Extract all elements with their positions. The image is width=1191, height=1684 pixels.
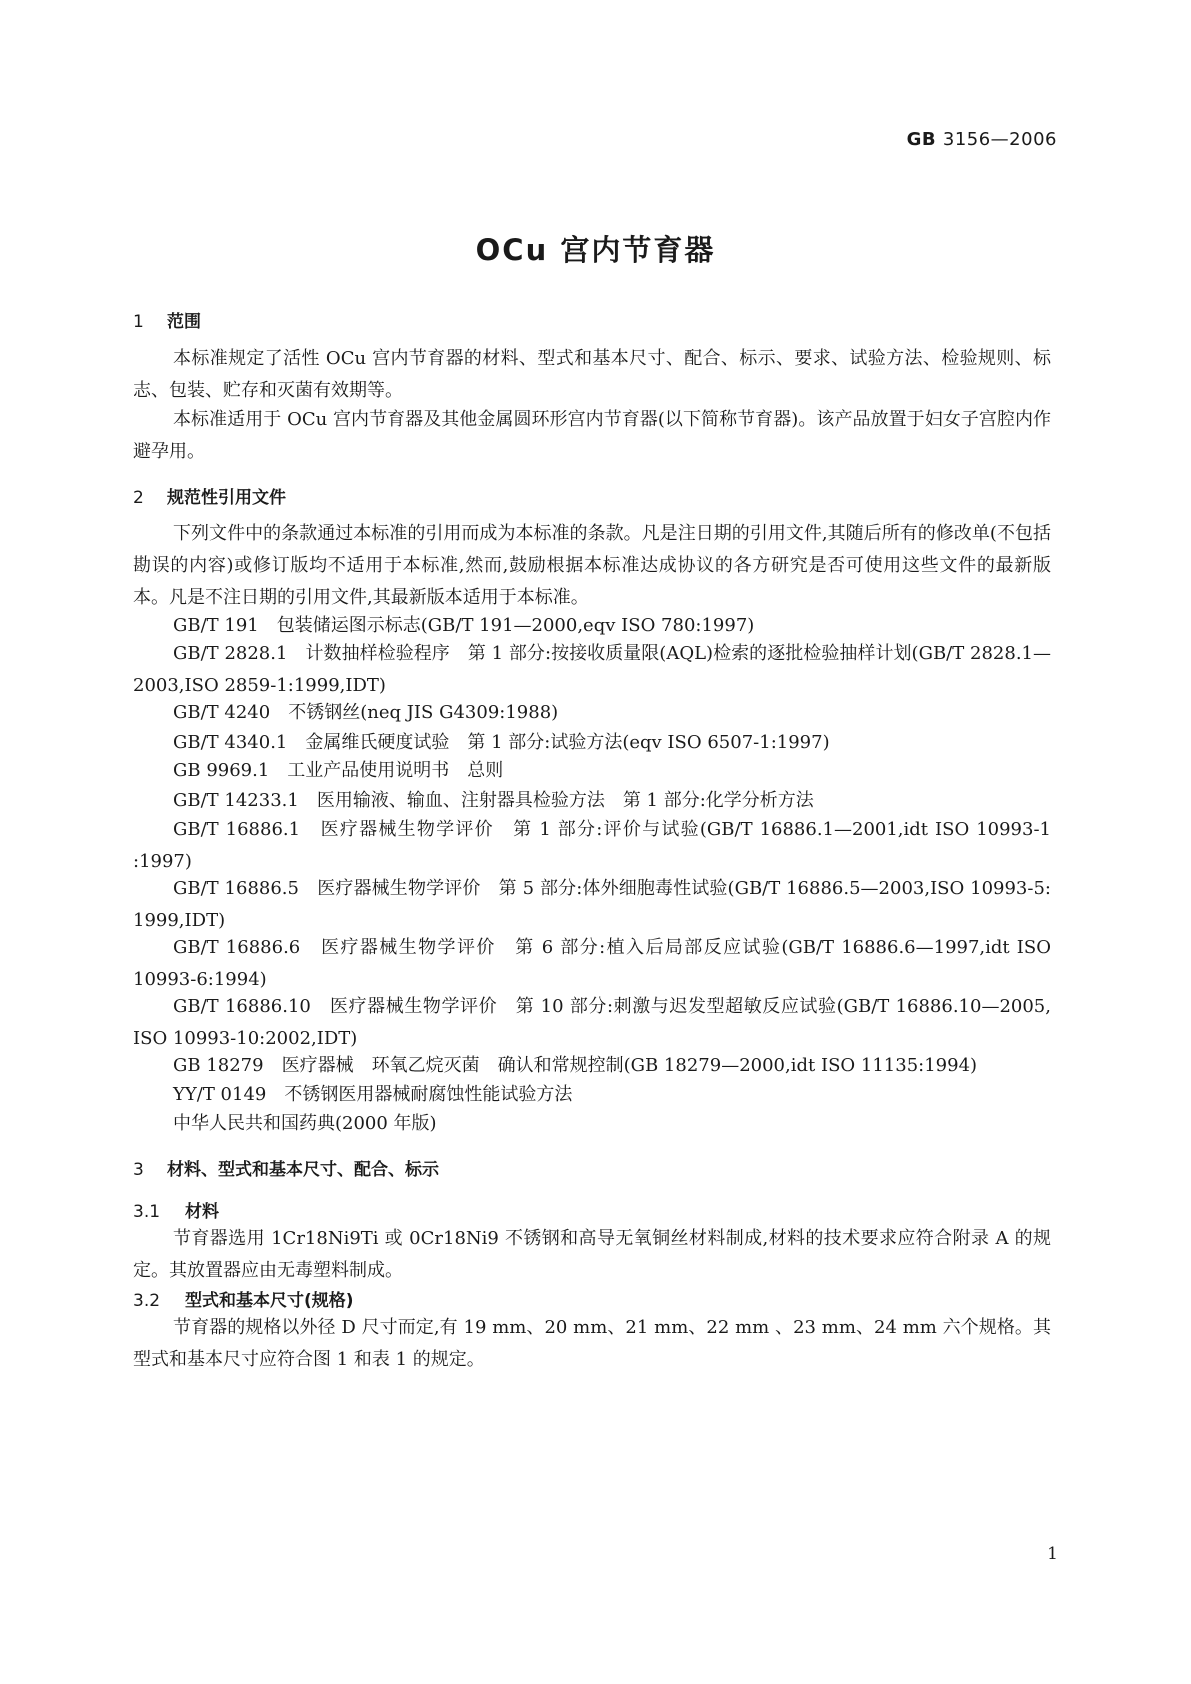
standard-number — [907, 129, 1057, 150]
reference-item: GB 18279 医疗器械 环氧乙烷灭菌 确认和常规控制(GB 18279—2000,idt ISO 11135:1994) — [173, 1055, 978, 1076]
reference-item: GB/T 16886.5 医疗器械生物学评价 第 5 部分:体外细胞毒性试验(GB/T 16886.5—2003,ISO 10993-5: 1999,IDT) — [133, 878, 1051, 931]
section-heading-3-2: 3.2 型式和基本尺寸(规格) — [133, 1291, 354, 1311]
scope-paragraph-1: 本标准规定了活性 OCu 宫内节育器的材料、型式和基本尺寸、配合、标示、要求、试验方法、检验规则、标志、包装、贮存和灭菌有效期等。 — [133, 348, 1051, 401]
section-heading-2: 2 规范性引用文件 — [133, 488, 286, 508]
section-heading-1: 1 范围 — [133, 312, 201, 332]
standard-prefix: GB — [906, 129, 937, 150]
reference-item: YY/T 0149 不锈钢医用器械耐腐蚀性能试验方法 — [173, 1084, 573, 1105]
materials-paragraph: 节育器选用 1Cr18Ni9Ti 或 0Cr18Ni9 不锈钢和高导无氧铜丝材料制成,材料的技术要求应符合附录 A 的规定。其放置器应由无毒塑料制成。 — [133, 1228, 1051, 1281]
section-heading-3: 3 材料、型式和基本尺寸、配合、标示 — [133, 1160, 439, 1180]
reference-item: GB/T 4340.1 金属维氏硬度试验 第 1 部分:试验方法(eqv ISO 6507-1:1997) — [173, 732, 830, 753]
references-intro: 下列文件中的条款通过本标准的引用而成为本标准的条款。凡是注日期的引用文件,其随后所有的修改单(不包括勘误的内容)或修订版均不适用于本标准,然而,鼓励根据本标准达成协议的各方研究是否可使用这些文件的最新版本。凡是不注日期的引用文件,其最新版本适用于本标准。 — [133, 523, 1051, 608]
reference-item: GB/T 16886.10 医疗器械生物学评价 第 10 部分:刺激与迟发型超敏反应试验(GB/T 16886.10—2005, ISO 10993-10:2002,IDT) — [133, 996, 1051, 1049]
reference-item: GB/T 4240 不锈钢丝(neq JIS G4309:1988) — [173, 702, 559, 723]
standard-code: 3156—2006 — [942, 129, 1057, 150]
reference-item: GB/T 191 包装储运图示标志(GB/T 191—2000,eqv ISO 780:1997) — [173, 615, 755, 636]
section-heading-3-1: 3.1 材料 — [133, 1202, 219, 1222]
reference-item: GB/T 2828.1 计数抽样检验程序 第 1 部分:按接收质量限(AQL)检索的逐批检验抽样计划(GB/T 2828.1—2003,ISO 2859-1:1999,IDT) — [133, 643, 1051, 696]
reference-item: GB/T 14233.1 医用输液、输血、注射器具检验方法 第 1 部分:化学分析方法 — [173, 790, 814, 811]
document-title: OCu 宫内节育器 — [475, 233, 716, 267]
scope-paragraph-2: 本标准适用于 OCu 宫内节育器及其他金属圆环形宫内节育器(以下简称节育器)。该产品放置于妇女子宫腔内作避孕用。 — [133, 409, 1051, 462]
reference-item: GB 9969.1 工业产品使用说明书 总则 — [173, 760, 504, 781]
reference-item: GB/T 16886.6 医疗器械生物学评价 第 6 部分:植入后局部反应试验(GB/T 16886.6—1997,idt ISO 10993-6:1994) — [133, 937, 1051, 990]
reference-item: GB/T 16886.1 医疗器械生物学评价 第 1 部分:评价与试验(GB/T 16886.1—2001,idt ISO 10993-1 :1997) — [133, 819, 1051, 872]
reference-item: 中华人民共和国药典(2000 年版) — [173, 1113, 437, 1134]
dimensions-paragraph: 节育器的规格以外径 D 尺寸而定,有 19 mm、20 mm、21 mm、22 mm 、23 mm、24 mm 六个规格。其型式和基本尺寸应符合图 1 和表 1 的规定。 — [133, 1317, 1051, 1370]
page-number: 1 — [1047, 1544, 1058, 1564]
